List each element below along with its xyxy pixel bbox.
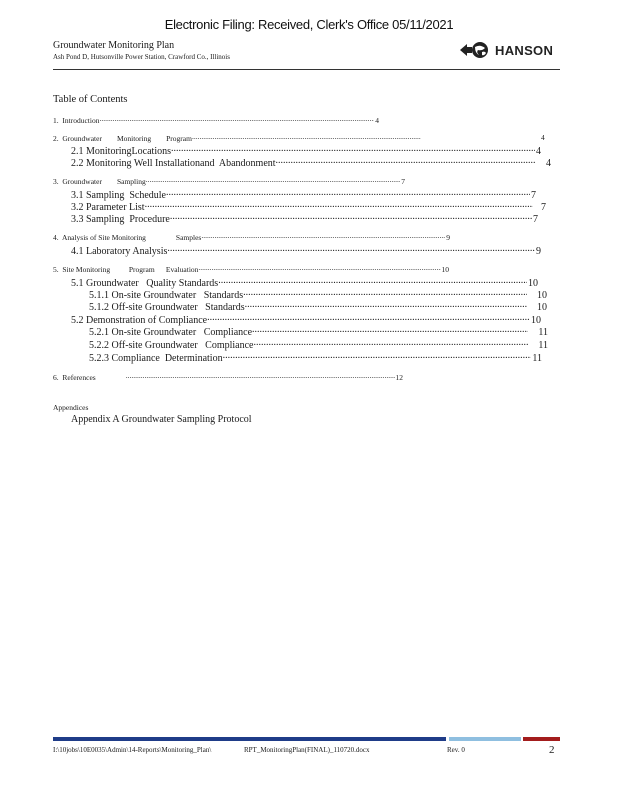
- toc-title: Table of Contents: [53, 94, 128, 105]
- toc-entry-page: 10: [537, 302, 547, 313]
- document-title: Groundwater Monitoring Plan: [53, 40, 175, 51]
- toc-entry-page: 10: [531, 315, 541, 326]
- toc-entry-label: 4. Analysis of Site Monitoring Samples: [53, 232, 202, 242]
- toc-entry[interactable]: [53, 264, 449, 274]
- document-subtitle: Ash Pond D, Hutsonville Power Station, Crawford Co., Illinois: [53, 53, 230, 61]
- footer-bar-red: [523, 737, 560, 741]
- toc-entry-page: 9: [536, 246, 541, 257]
- toc-entry-label: 5.1.1 On-site Groundwater Standards: [89, 290, 244, 301]
- toc-entry-page: 4: [375, 115, 379, 125]
- toc-entry-label: 6. References: [53, 372, 96, 382]
- toc-entry[interactable]: [89, 325, 548, 338]
- toc-entry-page: 11: [538, 327, 548, 338]
- toc-entry-label: 5.1.2 Off-site Groundwater Standards: [89, 302, 245, 313]
- toc-entry[interactable]: [89, 351, 542, 364]
- toc-entry-label: 4.1 Laboratory Analysis: [71, 246, 168, 257]
- toc-entry[interactable]: [89, 338, 548, 351]
- toc-entry-label: 5.2 Demonstration of Compliance: [71, 315, 208, 326]
- filing-stamp: Electronic Filing: Received, Clerk's Office 05/11/2021: [164, 17, 454, 32]
- toc-entry-page: 7: [401, 176, 405, 186]
- footer-bar-light: [449, 737, 521, 741]
- toc-entry-label: 3.3 Sampling Procedure: [71, 214, 170, 225]
- toc-entry[interactable]: [53, 176, 405, 186]
- toc-entry-label: 1. Introduction: [53, 115, 100, 125]
- toc-entry-label: 2.2 Monitoring Well Installationand Abandonment: [71, 158, 276, 169]
- toc-entry-page: 11: [532, 353, 542, 364]
- footer-revision: Rev. 0: [447, 746, 465, 754]
- toc-entry[interactable]: [71, 156, 551, 169]
- toc-entry-label: 3.1 Sampling Schedule: [71, 190, 166, 201]
- toc-entry-page: 4: [536, 146, 541, 157]
- toc-entry[interactable]: [89, 300, 547, 313]
- toc-entry[interactable]: [53, 115, 379, 125]
- toc-entry-page: 7: [533, 214, 538, 225]
- toc-entry-label: 3. Groundwater Sampling: [53, 176, 146, 186]
- toc-entry-label: 3.2 Parameter List: [71, 202, 145, 213]
- toc-entry-page: 4: [546, 158, 551, 169]
- appendices-heading: Appendices: [53, 403, 89, 412]
- toc-entry[interactable]: [53, 232, 450, 242]
- toc-entry-page: 7: [531, 190, 536, 201]
- toc-entry-label: 2.1 MonitoringLocations: [71, 146, 171, 157]
- toc-entry-label: 5.2.1 On-site Groundwater Compliance: [89, 327, 253, 338]
- header-rule: [53, 69, 560, 70]
- toc-entry-page: 10: [537, 290, 547, 301]
- logo-text: HANSON: [495, 42, 554, 58]
- toc-entry-page: 12: [395, 372, 403, 382]
- toc-entry-page: 10: [528, 278, 538, 289]
- toc-entry-label: 5.2.2 Off-site Groundwater Compliance: [89, 340, 254, 351]
- toc-entry[interactable]: [53, 133, 421, 143]
- toc-entry-page: 4: [541, 133, 545, 142]
- hanson-logo: [458, 39, 553, 61]
- toc-entry-label: 5.2.3 Compliance Determination: [89, 353, 223, 364]
- toc-entry-page: 10: [441, 264, 449, 274]
- toc-entry-page: 9: [446, 232, 450, 242]
- appendix-item[interactable]: Appendix A Groundwater Sampling Protocol: [71, 414, 252, 425]
- page-number: 2: [549, 744, 555, 756]
- footer-bar-navy: [53, 737, 446, 741]
- toc-entry-page: 7: [541, 202, 546, 213]
- footer-path: I:\10jobs\10E0035\Admin\14-Reports\Monitoring_Plan\: [53, 746, 212, 754]
- toc-entry-label: 5. Site Monitoring Program Evaluation: [53, 264, 199, 274]
- toc-entry-label: 5.1 Groundwater Quality Standards: [71, 278, 219, 289]
- toc-entry[interactable]: [53, 372, 403, 382]
- toc-entry[interactable]: [71, 244, 541, 257]
- toc-entry-page: 11: [538, 340, 548, 351]
- footer-filename: RPT_MonitoringPlan(FINAL)_110720.docx: [244, 746, 370, 754]
- toc-entry-label: 2. Groundwater Monitoring Program: [53, 133, 192, 143]
- globe-arrow-icon: [458, 40, 492, 60]
- toc-entry[interactable]: [71, 212, 538, 225]
